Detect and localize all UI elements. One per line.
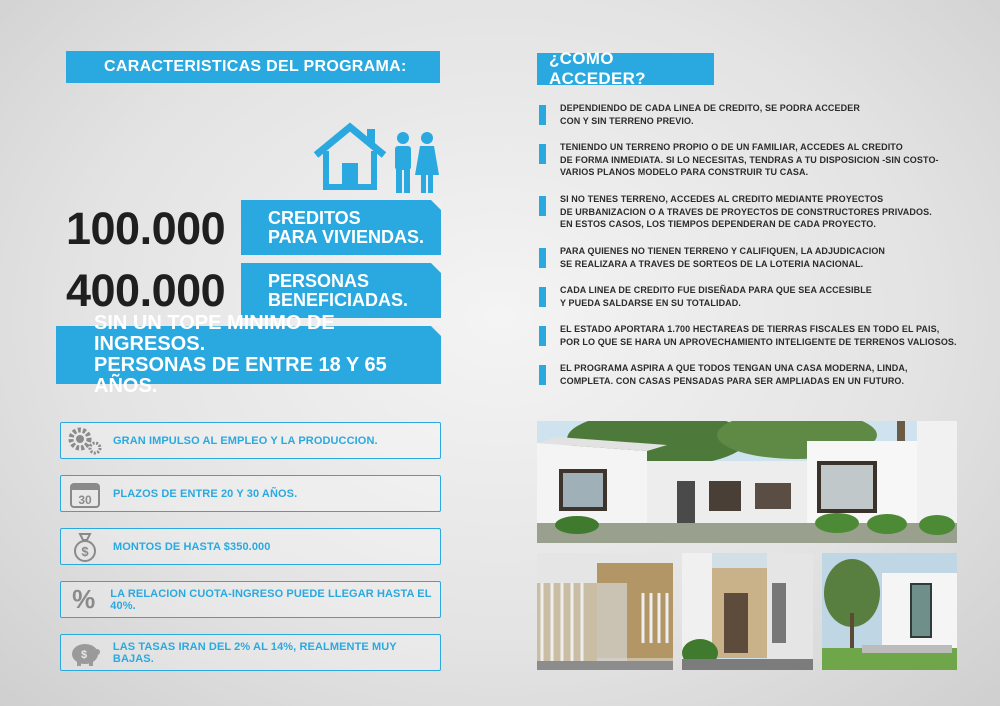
money-bag-icon-label: $ bbox=[81, 543, 89, 559]
feature-rates bbox=[60, 634, 441, 671]
access-bullet bbox=[539, 284, 964, 309]
feature-employment bbox=[60, 422, 441, 459]
money-bag-icon bbox=[61, 529, 109, 564]
access-bullet-text: SI NO TENES TERRENO, ACCEDES AL CREDITO MEDIANTE PROYECTOS DE URBANIZACION O A TRAVES DE PROYECTOS DE CONSTRUCTORES PRIVADOS. EN ESTOS CASOS, LOS TIEMPOS DEPENDERAN DE CADA PROYECTO. bbox=[560, 194, 932, 229]
bullet-bar bbox=[539, 287, 546, 307]
eligibility-line1: SIN UN TOPE MINIMO DE INGRESOS. bbox=[94, 312, 335, 355]
credits-label-line2: PARA VIVIENDAS. bbox=[268, 226, 425, 247]
access-bullet-text: TENIENDO UN TERRENO PROPIO O DE UN FAMILIAR, ACCEDES AL CREDITO DE FORMA INMEDIATA. SI LO NECESITAS, TENDRAS A TU DISPOSICION -SIN COSTO- VARIOS PLANOS MODELO PARA CONSTRUIR TU CASA. bbox=[560, 142, 939, 177]
feature-employment-text: GRAN IMPULSO AL EMPLEO Y LA PRODUCCION. bbox=[113, 434, 378, 447]
bullet-bar bbox=[539, 365, 546, 385]
left-section-header bbox=[66, 51, 440, 83]
bullet-bar bbox=[539, 248, 546, 268]
feature-rates-text: LAS TASAS IRAN DEL 2% AL 14%, REALMENTE MUY BAJAS. bbox=[112, 640, 397, 665]
access-bullet-text: EL ESTADO APORTARA 1.700 HECTAREAS DE TIERRAS FISCALES EN TODO EL PAIS, POR LO QUE SE HARA UN APROVECHAMIENTO INTELIGENTE DE TERRENOS VALIOSOS. bbox=[560, 324, 957, 347]
feature-terms bbox=[60, 475, 441, 512]
credits-label-box bbox=[241, 200, 441, 255]
bullet-bar bbox=[539, 326, 546, 346]
eligibility-line2: PERSONAS DE ENTRE 18 Y 65 AÑOS. bbox=[94, 354, 387, 397]
access-bullet-text: DEPENDIENDO DE CADA LINEA DE CREDITO, SE PODRA ACCEDER CON Y SIN TERRENO PREVIO. bbox=[560, 103, 860, 126]
access-bullet-text: PARA QUIENES NO TIENEN TERRENO Y CALIFIQUEN, LA ADJUDICACION SE REALIZARA A TRAVES DE SORTEOS DE LA LOTERIA NACIONAL. bbox=[560, 246, 886, 269]
house-render-entrance bbox=[682, 553, 813, 670]
bullet-bar bbox=[539, 144, 546, 164]
percent-icon bbox=[61, 582, 106, 617]
left-section-header-text: CARACTERISTICAS DEL PROGRAMA: bbox=[104, 58, 407, 75]
access-bullet bbox=[539, 362, 964, 387]
house-render-main bbox=[537, 421, 957, 543]
piggy-bank-icon-label: $ bbox=[80, 648, 88, 661]
house-render-garden bbox=[822, 553, 957, 670]
beneficiaries-number: 400.000 bbox=[66, 265, 226, 316]
beneficiaries-label-line1: PERSONAS bbox=[268, 270, 370, 291]
beneficiaries-label-line2: BENEFICIADAS. bbox=[268, 289, 409, 310]
percent-icon-label: % bbox=[72, 584, 96, 614]
house-render-facade bbox=[537, 553, 673, 670]
right-section-header-text: ¿COMO ACCEDER? bbox=[549, 49, 646, 88]
house-icon bbox=[312, 121, 388, 191]
feature-ratio bbox=[60, 581, 441, 618]
access-bullet bbox=[539, 245, 964, 270]
credits-number: 100.000 bbox=[66, 203, 226, 254]
access-bullet bbox=[539, 323, 964, 348]
access-bullet bbox=[539, 102, 964, 127]
right-section-header bbox=[537, 49, 714, 88]
eligibility-banner bbox=[56, 312, 441, 397]
access-bullet bbox=[539, 141, 964, 179]
calendar-icon-label: 30 bbox=[78, 492, 92, 507]
access-bullet-text: CADA LINEA DE CREDITO FUE DISEÑADA PARA QUE SEA ACCESIBLE Y PUEDA SALDARSE EN SU TOTALIDAD. bbox=[560, 285, 872, 308]
piggy-bank-icon bbox=[61, 635, 109, 670]
feature-amounts bbox=[60, 528, 441, 565]
bullet-bar bbox=[539, 196, 546, 216]
credits-label-line1: CREDITOS bbox=[268, 207, 361, 228]
access-bullet bbox=[539, 193, 964, 231]
beneficiaries-label-box bbox=[241, 263, 441, 318]
bullet-bar bbox=[539, 105, 546, 125]
feature-amounts-text: MONTOS DE HASTA $350.000 bbox=[113, 540, 271, 553]
calendar-icon bbox=[61, 476, 109, 511]
family-icon bbox=[390, 131, 440, 195]
gears-icon bbox=[61, 423, 109, 458]
access-bullet-text: EL PROGRAMA ASPIRA A QUE TODOS TENGAN UNA CASA MODERNA, LINDA, COMPLETA. CON CASAS PENSADAS PARA SER AMPLIADAS EN UN FUTURO. bbox=[560, 363, 908, 386]
feature-terms-text: PLAZOS DE ENTRE 20 Y 30 AÑOS. bbox=[113, 487, 298, 500]
feature-ratio-text: LA RELACION CUOTA-INGRESO PUEDE LLEGAR HASTA EL 40%. bbox=[110, 587, 432, 612]
